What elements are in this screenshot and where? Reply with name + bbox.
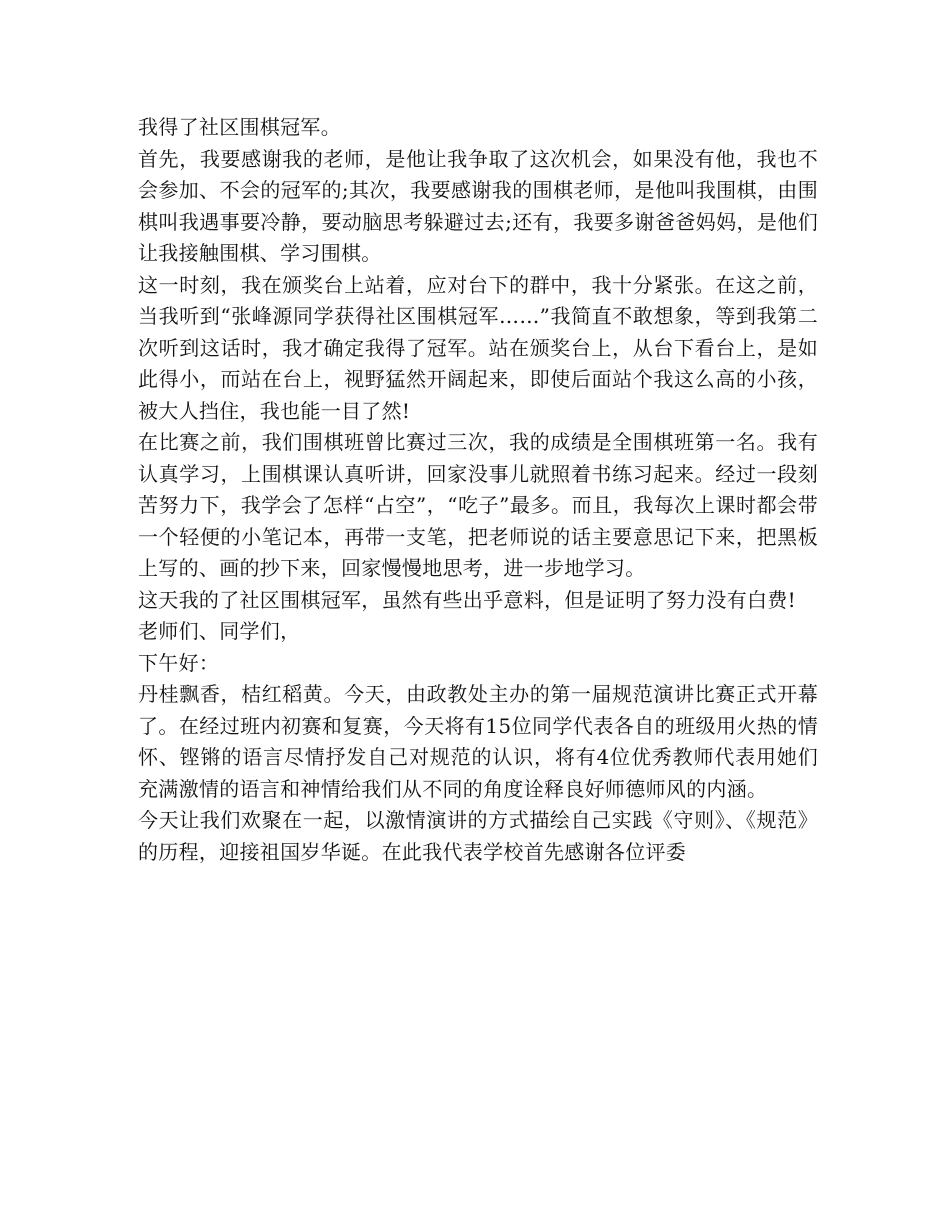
paragraph-9: 今天让我们欢聚在一起，以激情演讲的方式描绘自己实践《守则》、《规范》的历程，迎接祖国岁华诞。在此我代表学校首先感谢各位评委 (138, 808, 818, 864)
paragraph-8: 丹桂飘香，桔红稻黄。今天，由政教处主办的第一届规范演讲比赛正式开幕了。在经过班内初赛和复赛，今天将有15位同学代表各自的班级用火热的情怀、铿锵的语言尽情抒发自己对规范的认识，将有4位优秀教师代表用她们充满激情的语言和神情给我们从不同的角度诠释良好师德师风的内涵。 (138, 682, 818, 801)
document-body (138, 112, 818, 868)
paragraph-5: 这天我的了社区围棋冠军，虽然有些出乎意料，但是证明了努力没有白费! (138, 587, 796, 612)
paragraph-4: 在比赛之前，我们围棋班曾比赛过三次，我的成绩是全围棋班第一名。我有认真学习，上围棋课认真听讲，回家没事儿就照着书练习起来。经过一段刻苦努力下，我学会了怎样“占空”，“吃子”最多。而且，我每次上课时都会带一个轻便的小笔记本，再带一支笔，把老师说的话主要意思记下来，把黑板上写的、画的抄下来，回家慢慢地思考，进一步地学习。 (138, 430, 818, 580)
paragraph-1: 我得了社区围棋冠军。 (138, 115, 341, 139)
paragraph-7: 下午好： (138, 650, 220, 675)
paragraph-3: 这一时刻，我在颁奖台上站着，应对台下的群中，我十分紧张。在这之前，当我听到“张峰源同学获得社区围棋冠军……”我简直不敢想象，等到我第二次听到这话时，我才确定我得了冠军。站在颁奖台上，从台下看台上，是如此得小，而站在台上，视野猛然开阔起来，即使后面站个我这么高的小孩，被大人挡住，我也能一目了然! (138, 272, 818, 423)
paragraph-6: 老师们、同学们， (138, 619, 301, 643)
paragraph-2: 首先，我要感谢我的老师，是他让我争取了这次机会，如果没有他，我也不会参加、不会的冠军的;其次，我要感谢我的围棋老师，是他叫我围棋，由围棋叫我遇事要冷静，要动脑思考躲避过去;还有，我要多谢爸爸妈妈，是他们让我接触围棋、学习围棋。 (138, 146, 818, 265)
